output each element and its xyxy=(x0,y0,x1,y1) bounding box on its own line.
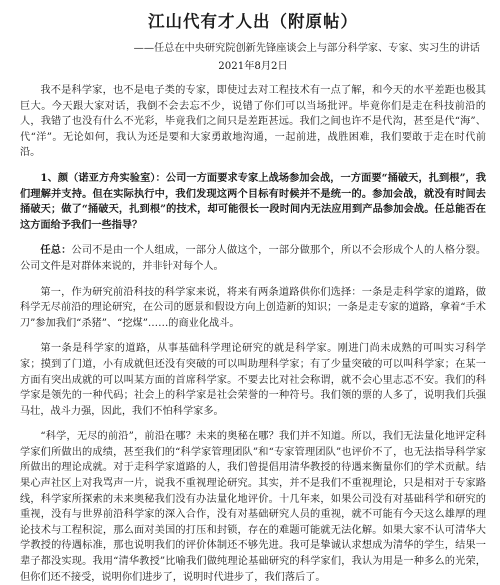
document-title: 江山代有才人出（附原帖） xyxy=(148,12,358,31)
document-date: 2021年8月2日 xyxy=(218,61,288,72)
question-paragraph: 1、颜（诺亚方舟实验室）：公司一方面要求专家上战场参加会战，一方面要“捅破天，扎到根”，我们理解并支持。但在实际执行中，我们发现这两个目标有时候并不是统一的。参加会战，就没有时间去捅破天；做了“捅破天，扎到根”的技术，却可能很长一段时间内无法应用到产品参加会战。任总能否在这方面给予我们一些指导？ xyxy=(20,171,486,231)
body-paragraph-scientist-path: 第一条是科学家的道路，从事基础科学理论研究的就是科学家。刚进门尚未成熟的可叫实习科学家；摸到了门道，小有成就但还没有突破的可以叫助理科学家；有了少量突破的可以叫科学家；在某一方面有突出成就的可以叫某方面的首席科学家。不要去比对社会称谓，就不会心里志忑不安。我们的科学家是领先的一种代码；社会上的科学家是社会荣誉的一种符号。我们领的票的人多了，说明我们兵强马壮，战斗力强，因此，我们不怕科学家多。 xyxy=(20,343,486,417)
answer-speaker-label: 任总： xyxy=(40,244,72,257)
document-subtitle: ——任总在中央研究院创新先锋座谈会上与部分科学家、专家、实习生的讲话 xyxy=(133,43,480,54)
answer-paragraph xyxy=(20,243,486,274)
body-paragraph-science-frontier: “科学，无尽的前沿”，前沿在哪？未来的奥秘在哪？我们并不知道。所以，我们无法量化地评定科学家们所做出的成绩，甚至我们的“科学家管理团队”和“专家管理团队”也评价不了，也无法指导科学家所做出的理论成就。对于走科学家道路的人，我们曾提倡用清华教授的待遇来衡量你们的学术贡献。结果心声社区上对我骂声一片，说我不重视理论研究。其实，并不是我们不重视理论，只是相对于专家路线，科学家所探索的未来奥秘我们没有办法量化地评价。十几年来，如果公司没有对基础科学和研究的重视，没有与世界前沿科学家的深入合作，没有对基础研究人员的重视，就不可能有今天这么雄厚的理论技术与工程积淀，那么面对美国的打压和封锁，存在的难题可能就无法化解。如果大家不认可清华大学教授的待遇标准，那也说明我们的评价体制还不够先进。我可是挚诚认求想成为清华的学生，结果一辈子都没实现。我用“清华教授”比喻我们做纯理论基础研究的科学家们，我认为用是一种多么的光荣，但你们还不接受，说明你们进步了，说明时代进步了，我们落后了。 xyxy=(20,431,486,583)
answer-text: 公司不是由一个人组成，一部分人做这个，一部分做那个，所以不会形成个人的人格分裂。公司文件是对群体来说的，并非针对每个人。 xyxy=(20,245,487,272)
opening-paragraph: 我不是科学家，也不是电子类的专家，即使过去对工程技术有一点了解，和今天的水平差距也极其巨大。今天跟大家对话，我倒不会去忘不少，说错了你们可以当场批评。毕竟你们是走在科技前沿的人，我错了也没有什么不光彩，毕竟我们之间只是差距甚远。我们之间也许不是代沟，甚至是代“海”、代“洋”。无论如何，我认为还是要和大家勇敢地沟通，一起前进，战胜困难，我们要敢于走在时代前沿。 xyxy=(20,85,486,159)
body-paragraph-first-point: 第一，作为研究前沿科技的科学家来说，将来有两条道路供你们选择：一条是走科学家的道路，做科学无尽前沿的理论研究，在公司的愿景和假设方向上创造新的知识；一条是走专家的道路，拿着“手术刀”参加我们“杀猪”、“挖煤”……的商业化战斗。 xyxy=(20,286,486,329)
